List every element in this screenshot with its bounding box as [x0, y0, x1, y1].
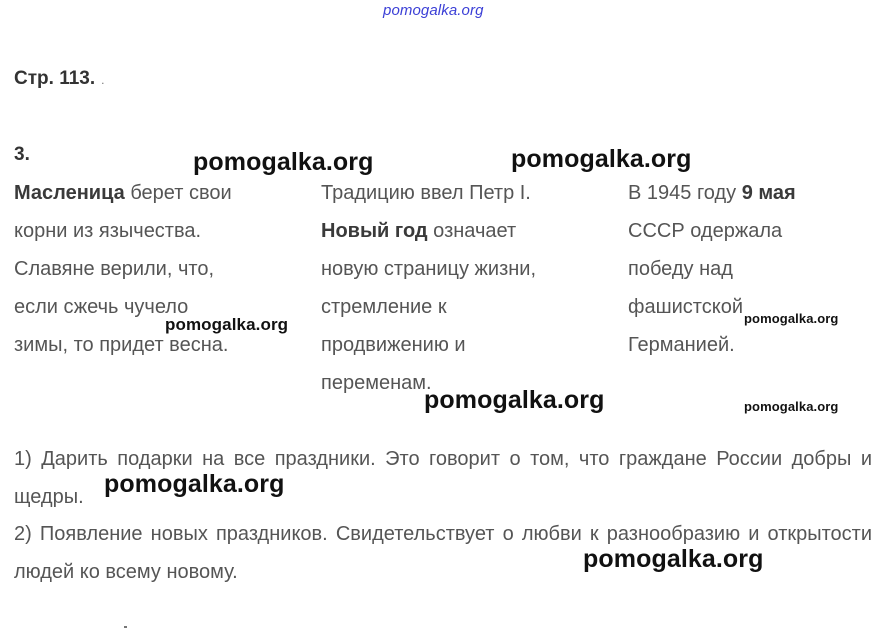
- watermark-6: pomogalka.org: [744, 399, 839, 414]
- column-2-line-2: означает: [427, 220, 517, 242]
- column-2-bold-term: Новый год: [321, 220, 428, 242]
- watermark-7: pomogalka.org: [104, 470, 285, 498]
- answer-2: 2) Появление новых праздников. Свидетельствует о любви к разнообразию и открытости людей ко всему новому.: [14, 523, 872, 583]
- column-1-bold-term: Масленица: [14, 182, 125, 204]
- column-3-line-3: победу над: [628, 258, 733, 280]
- watermark-3: pomogalka.org: [165, 315, 289, 334]
- column-1-line-4: если сжечь чучело: [14, 296, 189, 318]
- column-2-line-1: Традицию ввел Петр I.: [321, 182, 531, 204]
- column-3-line-4: фашистской: [628, 296, 743, 318]
- column-3-prefix: В 1945 году: [628, 182, 742, 204]
- column-3-line-5: Германией.: [628, 334, 735, 356]
- stray-mark: [124, 626, 127, 628]
- column-1-line-1: берет свои: [124, 182, 232, 204]
- page-number-label: Стр. 113.: [14, 68, 96, 89]
- task-number: 3.: [14, 144, 30, 165]
- watermark-5: pomogalka.org: [424, 386, 605, 414]
- watermark-8: pomogalka.org: [583, 545, 764, 573]
- watermark-1: pomogalka.org: [193, 148, 374, 176]
- column-1-line-2: корни из язычества.: [14, 220, 202, 242]
- watermark-2: pomogalka.org: [511, 145, 692, 173]
- column-2-line-6: переменам.: [321, 372, 432, 394]
- answer-1: 1) Дарить подарки на все праздники. Это говорит о том, что граждане России добры и щедры.: [14, 448, 872, 508]
- watermark-4: pomogalka.org: [744, 311, 839, 326]
- column-new-year: [321, 174, 611, 402]
- page-heading: [14, 68, 104, 90]
- column-maslenitsa: [14, 174, 304, 364]
- column-2-line-5: продвижению и: [321, 334, 466, 356]
- column-1-line-5: зимы, то придет весна.: [14, 334, 229, 356]
- column-victory-day: [628, 174, 868, 364]
- heading-dot: .: [101, 73, 105, 87]
- column-2-line-3: новую страницу жизни,: [321, 258, 537, 280]
- column-3-bold-term: 9 мая: [741, 182, 796, 204]
- column-2-line-4: стремление к: [321, 296, 447, 318]
- column-3-line-2: СССР одержала: [628, 220, 783, 242]
- column-1-line-3: Славяне верили, что,: [14, 258, 214, 280]
- watermark-top[interactable]: pomogalka.org: [383, 2, 484, 19]
